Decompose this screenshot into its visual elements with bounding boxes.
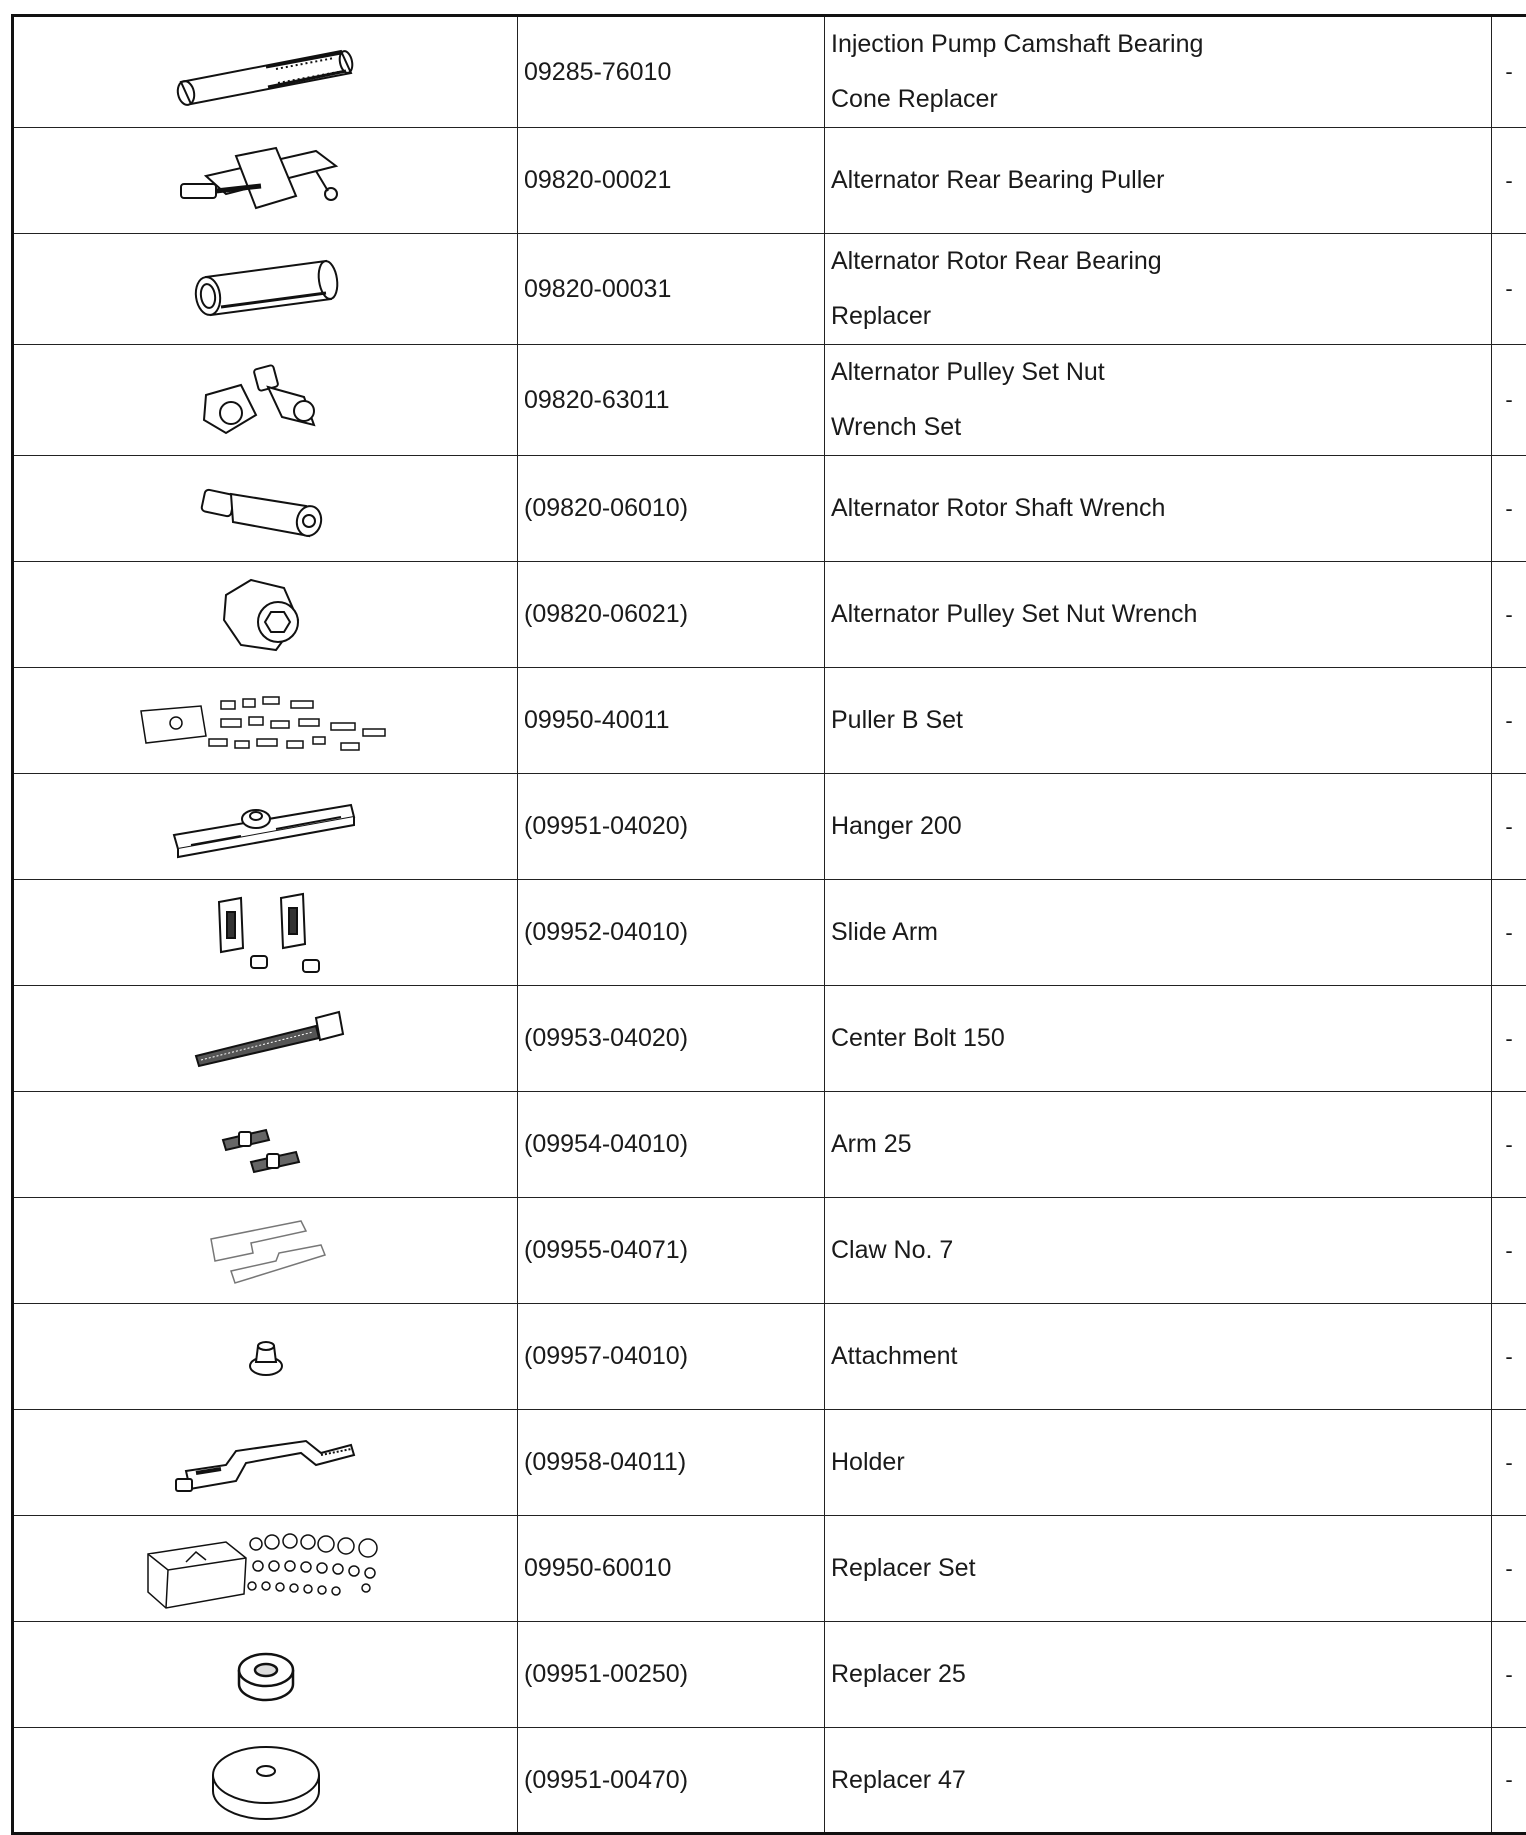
- part-number: (09820-06021): [518, 562, 825, 668]
- note: -: [1492, 1728, 1526, 1834]
- illustration-cell: [13, 562, 518, 668]
- tool-name-line1: Alternator Rear Bearing Puller: [831, 153, 1491, 208]
- note: -: [1492, 345, 1526, 456]
- tool-name: [825, 1728, 1492, 1834]
- special-tools-table: [11, 14, 1526, 1835]
- table-row: [13, 668, 1526, 774]
- table-row: [13, 1092, 1526, 1198]
- illustration-cell: [13, 234, 518, 345]
- slide-arm-icon: [191, 888, 341, 978]
- tool-name-line1: Alternator Pulley Set Nut Wrench: [831, 587, 1491, 642]
- table-row: [13, 128, 1526, 234]
- part-number: (09953-04020): [518, 986, 825, 1092]
- tool-name-line1: Attachment: [831, 1329, 1491, 1384]
- illustration-cell: [13, 986, 518, 1092]
- tool-name: [825, 16, 1492, 128]
- tool-name: [825, 1304, 1492, 1410]
- illustration-cell: [13, 1304, 518, 1410]
- claw-icon: [191, 1211, 341, 1291]
- tool-name: [825, 880, 1492, 986]
- table-row: [13, 986, 1526, 1092]
- tube-replacer-icon: [146, 37, 386, 107]
- tool-name: [825, 128, 1492, 234]
- illustration-cell: [13, 668, 518, 774]
- part-number: 09285-76010: [518, 16, 825, 128]
- note: -: [1492, 128, 1526, 234]
- illustration-cell: [13, 16, 518, 128]
- tool-name-line2: Cone Replacer: [831, 72, 1491, 127]
- note: -: [1492, 456, 1526, 562]
- part-number: 09820-00021: [518, 128, 825, 234]
- illustration-cell: [13, 1728, 518, 1834]
- table-row: [13, 562, 1526, 668]
- tool-name-line1: Replacer Set: [831, 1541, 1491, 1596]
- table-row: [13, 1622, 1526, 1728]
- tool-name-line1: Replacer 47: [831, 1753, 1491, 1808]
- note: -: [1492, 1092, 1526, 1198]
- table-row: [13, 1198, 1526, 1304]
- illustration-cell: [13, 774, 518, 880]
- tool-name-line1: Claw No. 7: [831, 1223, 1491, 1278]
- table-row: [13, 1728, 1526, 1834]
- tool-name: [825, 345, 1492, 456]
- tool-name: [825, 456, 1492, 562]
- note: -: [1492, 986, 1526, 1092]
- illustration-cell: [13, 1516, 518, 1622]
- table-row: [13, 16, 1526, 128]
- note: -: [1492, 1198, 1526, 1304]
- table-row: [13, 880, 1526, 986]
- tool-name-line2: Replacer: [831, 289, 1491, 344]
- part-number: 09820-00031: [518, 234, 825, 345]
- tool-name: [825, 774, 1492, 880]
- attachment-icon: [236, 1332, 296, 1382]
- part-number: (09957-04010): [518, 1304, 825, 1410]
- cylinder-replacer-icon: [181, 249, 351, 329]
- tool-name: [825, 986, 1492, 1092]
- note: -: [1492, 1410, 1526, 1516]
- note: -: [1492, 1304, 1526, 1410]
- table-row: [13, 774, 1526, 880]
- part-number: 09950-40011: [518, 668, 825, 774]
- note: -: [1492, 774, 1526, 880]
- tool-name: [825, 1198, 1492, 1304]
- tool-name-line1: Replacer 25: [831, 1647, 1491, 1702]
- table-row: [13, 345, 1526, 456]
- hex-socket-icon: [206, 570, 326, 660]
- note: -: [1492, 668, 1526, 774]
- part-number: 09950-60010: [518, 1516, 825, 1622]
- note: -: [1492, 880, 1526, 986]
- tool-name-line1: Center Bolt 150: [831, 1011, 1491, 1066]
- part-number: (09951-00470): [518, 1728, 825, 1834]
- tool-name: [825, 234, 1492, 345]
- note: -: [1492, 562, 1526, 668]
- part-number: (09951-04020): [518, 774, 825, 880]
- note: -: [1492, 1516, 1526, 1622]
- illustration-cell: [13, 345, 518, 456]
- center-bolt-icon: [181, 1004, 351, 1074]
- part-number: 09820-63011: [518, 345, 825, 456]
- nut-wrench-set-icon: [186, 355, 346, 445]
- table-row: [13, 456, 1526, 562]
- table-row: [13, 1410, 1526, 1516]
- illustration-cell: [13, 1092, 518, 1198]
- tool-name: [825, 1516, 1492, 1622]
- disc-replacer-icon: [201, 1735, 331, 1825]
- puller-set-icon: [131, 681, 401, 761]
- illustration-cell: [13, 1622, 518, 1728]
- table-row: [13, 1304, 1526, 1410]
- replacer-set-icon: [136, 1524, 396, 1614]
- part-number: (09958-04011): [518, 1410, 825, 1516]
- illustration-cell: [13, 1410, 518, 1516]
- tool-name: [825, 1410, 1492, 1516]
- tool-name-line1: Holder: [831, 1435, 1491, 1490]
- arm-icon: [211, 1110, 321, 1180]
- holder-icon: [166, 1423, 366, 1503]
- note: -: [1492, 16, 1526, 128]
- tool-name: [825, 668, 1492, 774]
- part-number: (09954-04010): [518, 1092, 825, 1198]
- tool-name-line2: Wrench Set: [831, 400, 1491, 455]
- table-row: [13, 1516, 1526, 1622]
- tool-name-line1: Injection Pump Camshaft Bearing: [831, 17, 1491, 72]
- note: -: [1492, 234, 1526, 345]
- ring-replacer-icon: [221, 1640, 311, 1710]
- illustration-cell: [13, 1198, 518, 1304]
- tool-name-line1: Arm 25: [831, 1117, 1491, 1172]
- part-number: (09955-04071): [518, 1198, 825, 1304]
- tool-name-line1: Alternator Rotor Rear Bearing: [831, 234, 1491, 289]
- shaft-wrench-icon: [191, 474, 341, 544]
- tool-name-line1: Hanger 200: [831, 799, 1491, 854]
- part-number: (09951-00250): [518, 1622, 825, 1728]
- tool-name: [825, 1622, 1492, 1728]
- hanger-icon: [166, 787, 366, 867]
- illustration-cell: [13, 456, 518, 562]
- note: -: [1492, 1622, 1526, 1728]
- bearing-puller-icon: [166, 136, 366, 226]
- illustration-cell: [13, 128, 518, 234]
- tool-name-line1: Alternator Pulley Set Nut: [831, 345, 1491, 400]
- tool-name-line1: Alternator Rotor Shaft Wrench: [831, 481, 1491, 536]
- tool-name-line1: Slide Arm: [831, 905, 1491, 960]
- tool-name-line1: Puller B Set: [831, 693, 1491, 748]
- part-number: (09952-04010): [518, 880, 825, 986]
- table-row: [13, 234, 1526, 345]
- tool-name: [825, 562, 1492, 668]
- illustration-cell: [13, 880, 518, 986]
- tool-name: [825, 1092, 1492, 1198]
- part-number: (09820-06010): [518, 456, 825, 562]
